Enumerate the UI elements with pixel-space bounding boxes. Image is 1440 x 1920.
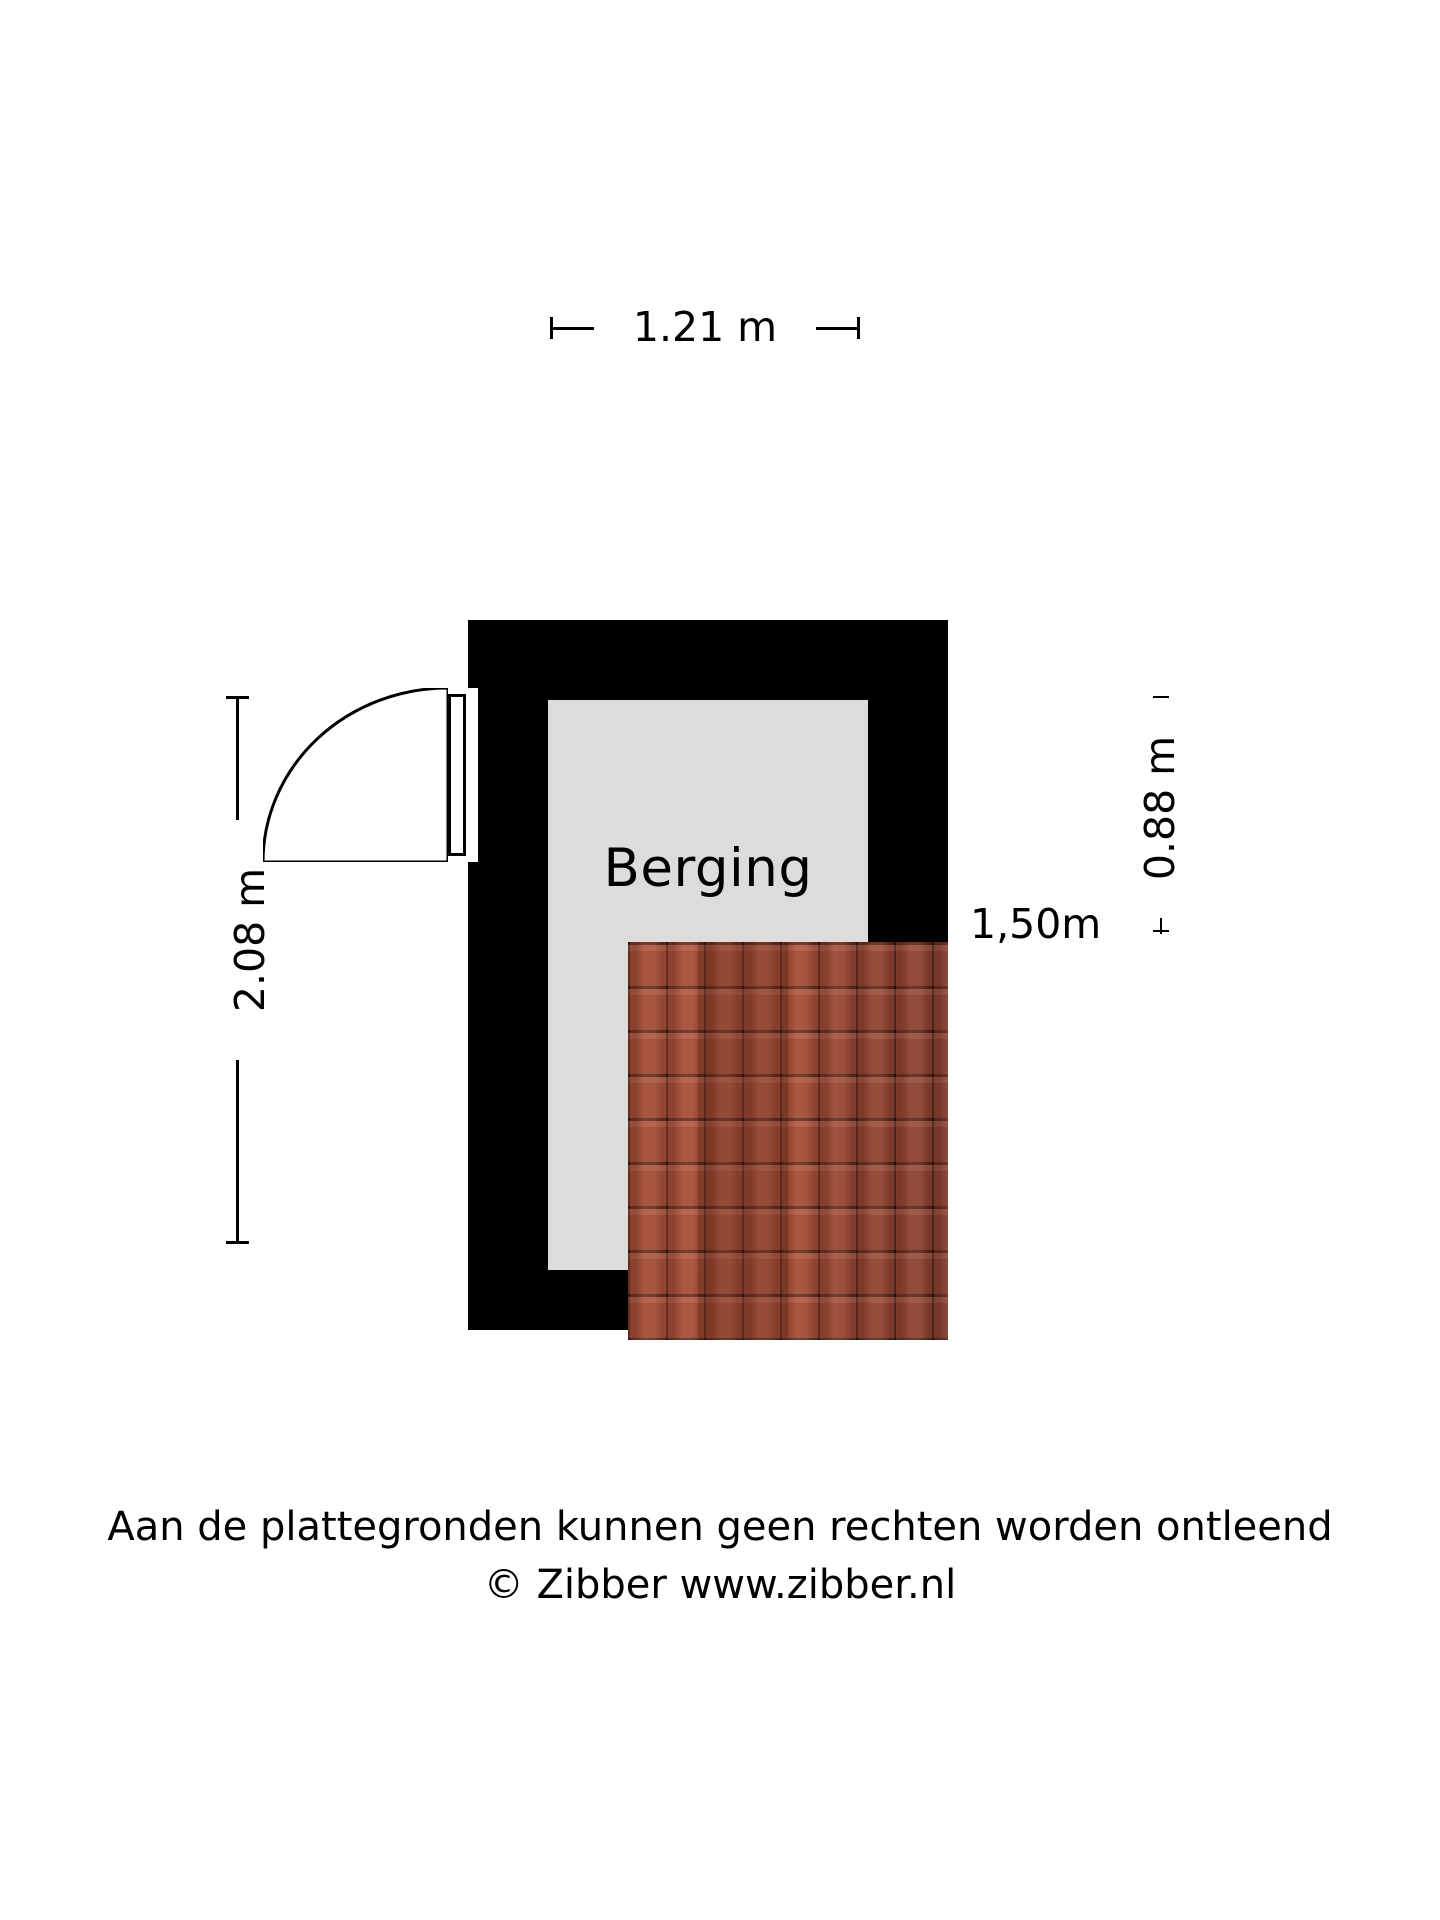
dimension-tick-right (857, 317, 860, 339)
footer (0, 1498, 1440, 1614)
dimension-tick-bottom (1153, 930, 1169, 932)
dimension-top-width (540, 296, 870, 356)
dimension-right-height-label: 0.88 m (1132, 698, 1188, 918)
dimension-right-height (1120, 690, 1200, 940)
roof-tiles-overlay (628, 942, 948, 1340)
dimension-top-width-label: 1.21 m (594, 296, 816, 358)
door-leaf (448, 694, 466, 856)
dimension-left-height-label: 2.08 m (222, 820, 278, 1060)
footer-disclaimer: Aan de plattegronden kunnen geen rechten worden ontleend (107, 1504, 1333, 1550)
footer-copyright: © Zibber www.zibber.nl (483, 1562, 957, 1608)
dimension-right-segment-label: 1,50m (970, 900, 1102, 948)
door-swing-arc (263, 688, 448, 862)
room-label-berging: Berging (603, 838, 813, 899)
dimension-tick-left (550, 317, 553, 339)
floor-plan (468, 620, 948, 1330)
dimension-tick-bottom (226, 1241, 249, 1244)
dimension-tick-top (226, 696, 249, 699)
door-group (258, 680, 478, 870)
